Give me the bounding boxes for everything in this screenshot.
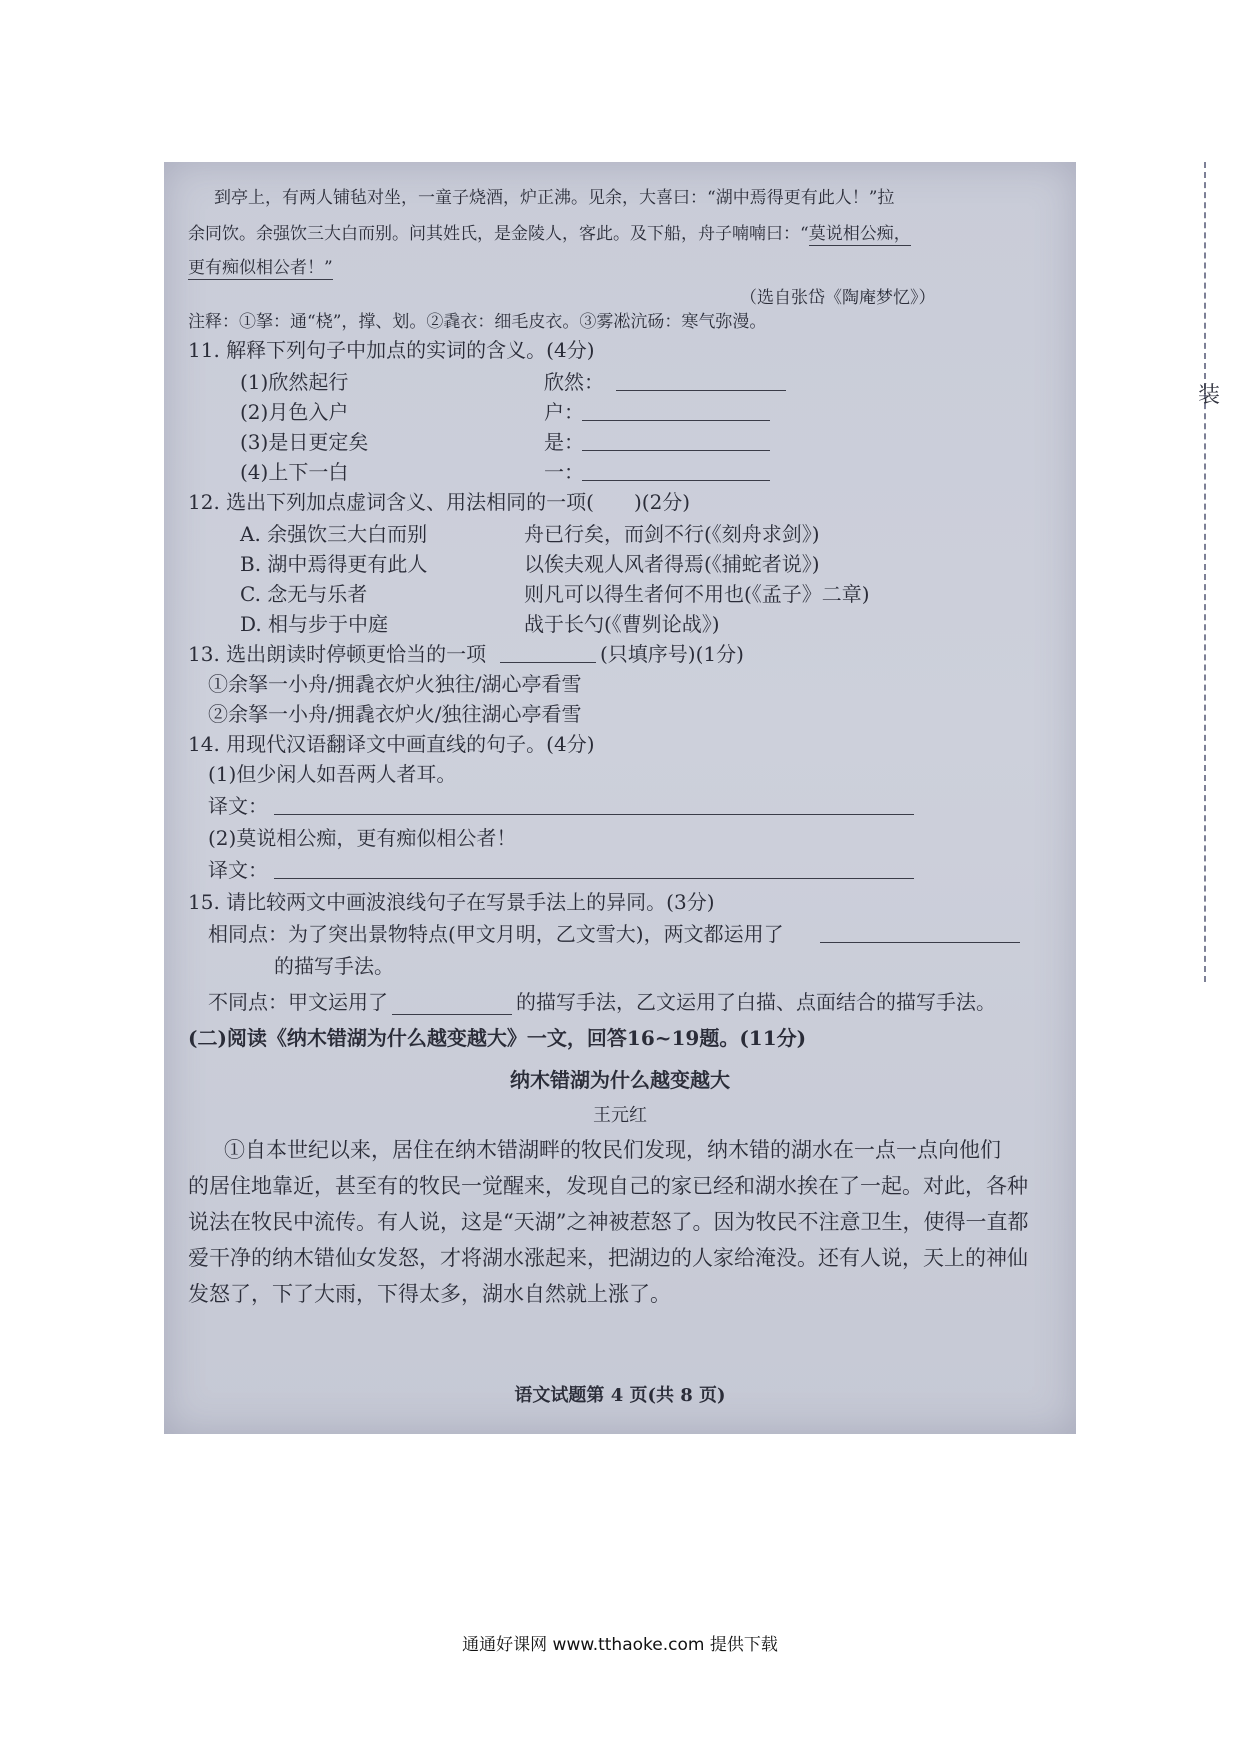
passage-line-3 [188, 256, 333, 280]
binding-mark: 装 [1198, 383, 1221, 408]
q11-prompt: 11. 解释下列句子中加点的实词的含义。(4分) [188, 338, 595, 362]
q14-label-1: 译文： [208, 794, 268, 818]
underlined-sentence: 更有痴似相公者！” [188, 258, 333, 278]
passage-notes: 注释：①拏：通“桡”，撑、划。②毳衣：细毛皮衣。③雾凇沆砀：寒气弥漫。 [188, 312, 767, 332]
q13-option-2: ②余拏一小舟/拥毳衣炉火/独往湖心亭看雪 [208, 702, 582, 726]
q15-same-answer-line[interactable] [820, 942, 1020, 943]
article-para-line-4: 爱干净的纳木错仙女发怒，才将湖水涨起来，把湖边的人家给淹没。还有人说，天上的神仙 [188, 1246, 1028, 1270]
q12-option-a-left: A. 余强饮三大白而别 [240, 522, 428, 546]
article-title: 纳木错湖为什么越变越大 [510, 1068, 730, 1092]
q11-answer-line-4[interactable] [582, 480, 770, 481]
article-author: 王元红 [593, 1105, 647, 1126]
q14-answer-line-2[interactable] [274, 878, 914, 879]
q11-answer-line-2[interactable] [582, 420, 770, 421]
q11-answer-line-3[interactable] [582, 450, 770, 451]
page-footer: 语文试题第 4 页(共 8 页) [514, 1385, 726, 1406]
passage-source: （选自张岱《陶庵梦忆》） [740, 288, 936, 308]
q12-option-d-left: D. 相与步于中庭 [240, 612, 389, 636]
q12-option-a-right: 舟已行矣，而剑不行(《刻舟求剑》) [524, 522, 820, 546]
q11-answer-line-1[interactable] [616, 390, 786, 391]
q11-item-1: (1)欣然起行 [240, 370, 349, 394]
q13-answer-line[interactable] [500, 662, 596, 663]
q15-diff-answer-line[interactable] [392, 990, 512, 1015]
article-para-line-2: 的居住地靠近，甚至有的牧民一觉醒来，发现自己的家已经和湖水挨在了一起。对此，各种 [188, 1174, 1028, 1198]
section2-heading: (二)阅读《纳木错湖为什么越变越大》一文，回答16~19题。(11分) [188, 1026, 807, 1050]
q15-diff-a: 不同点：甲文运用了 的描写手法，乙文运用了白描、点面结合的描写手法。 [208, 990, 996, 1014]
article-para-line-1: ①自本世纪以来，居住在纳木错湖畔的牧民们发现，纳木错的湖水在一点一点向他们 [224, 1138, 1001, 1162]
q11-answer-label-2: 户： [544, 400, 584, 424]
q15-prompt: 15. 请比较两文中画波浪线句子在写景手法上的异同。(3分) [188, 890, 715, 914]
q11-answer-label-1: 欣然： [544, 370, 604, 394]
passage-line-2: 余同饮。余强饮三大白而别。问其姓氏，是金陵人，客此。及下船，舟子喃喃曰：“莫说相公痴， [188, 224, 911, 244]
underlined-sentence: 莫说相公痴， [808, 224, 911, 244]
q11-item-4: (4)上下一白 [240, 460, 349, 484]
article-para-line-3: 说法在牧民中流传。有人说，这是“天湖”之神被惹怒了。因为牧民不注意卫生，使得一直都 [188, 1210, 1029, 1234]
exam-page-photo [164, 162, 1221, 1434]
q11-answer-label-4: 一： [544, 460, 584, 484]
q11-answer-label-3: 是： [544, 430, 584, 454]
q15-same-b: 的描写手法。 [274, 954, 394, 978]
q14-label-2: 译文： [208, 858, 268, 882]
q11-item-3: (3)是日更定矣 [240, 430, 369, 454]
q14-answer-line-1[interactable] [274, 814, 914, 815]
q12-option-b-right: 以俟夫观人风者得焉(《捕蛇者说》) [524, 552, 820, 576]
q13-prompt-b: (只填序号)(1分) [600, 642, 744, 666]
q12-option-c-right: 则凡可以得生者何不用也(《孟子》二章) [524, 582, 870, 606]
q11-item-2: (2)月色入户 [240, 400, 349, 424]
q12-option-d-right: 战于长勺(《曹刿论战》) [524, 612, 720, 636]
q13-option-1: ①余拏一小舟/拥毳衣炉火独往/湖心亭看雪 [208, 672, 582, 696]
q14-sentence-1: (1)但少闲人如吾两人者耳。 [208, 762, 457, 786]
q12-option-c-left: C. 念无与乐者 [240, 582, 368, 606]
q13-prompt-a: 13. 选出朗读时停顿更恰当的一项 [188, 642, 487, 666]
download-footer: 通通好课网 www.tthaoke.com 提供下载 [462, 1635, 778, 1655]
q15-same-a: 相同点：为了突出景物特点(甲文月明，乙文雪大)，两文都运用了 [208, 922, 784, 946]
q14-prompt: 14. 用现代汉语翻译文中画直线的句子。(4分) [188, 732, 595, 756]
binding-line [1204, 162, 1206, 982]
article-para-line-5: 发怒了，下了大雨，下得太多，湖水自然就上涨了。 [188, 1282, 671, 1306]
q12-prompt: 12. 选出下列加点虚词含义、用法相同的一项( )(2分) [188, 490, 691, 514]
q12-option-b-left: B. 湖中焉得更有此人 [240, 552, 428, 576]
q14-sentence-2: (2)莫说相公痴，更有痴似相公者！ [208, 826, 517, 850]
passage-line-1: 到亭上，有两人铺毡对坐，一童子烧酒，炉正沸。见余，大喜曰：“湖中焉得更有此人！”拉 [214, 188, 895, 208]
